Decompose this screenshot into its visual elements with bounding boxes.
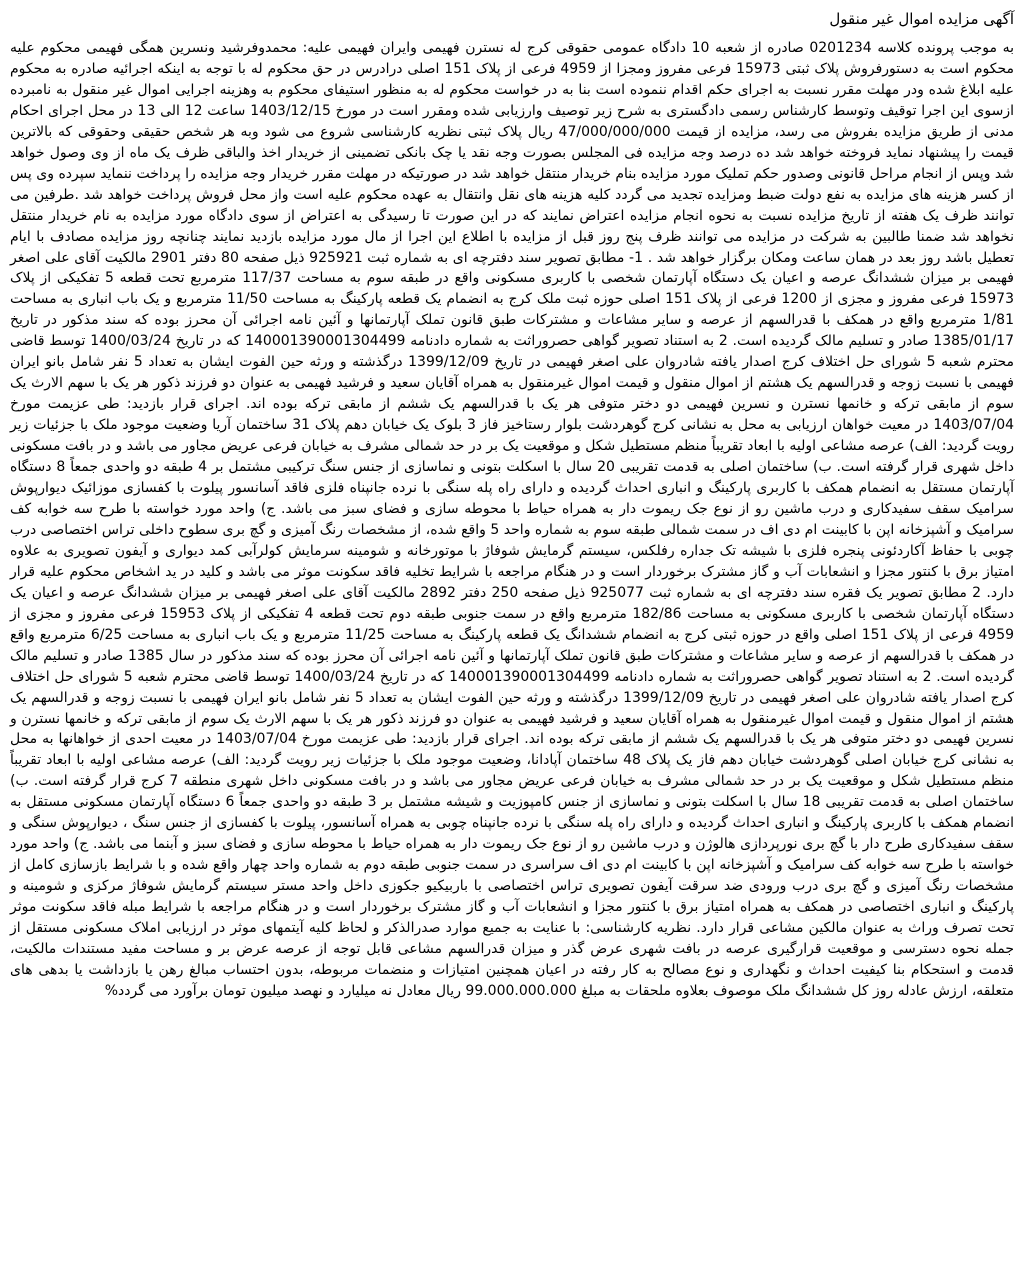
notice-title: آگهی مزایده اموال غیر منقول (829, 10, 1014, 28)
notice-body-text: به موجب پرونده کلاسه 0201234 صادره از شعبه 10 دادگاه عمومی حقوقی کرج له نسترن فهیمی وایران فهیمی علیه: محمدوفرشید ونسرین همگی فهیمی محکوم علیه محکوم است به دستورفروش پلاک ثبتی 15973 فرعی مفروز ومجزا از 4959 فرعی از پلاک 151 اصلی درادرس در حق محکوم له با توجه به اینکه اجرائیه صادره به محکوم علیه ابلاغ شده ودر مهلت مقرر نسبت به اجرای حکم اقدام ننموده است بنا به در خواست محکوم له به منظور استیفای محکوم به وهزینه اجرایی اموال غیر منقول به نامبرده ازسوی این اجرا توقیف وتوسط کارشناس رسمی دادگستری به شرح زیر توصیف وارزیابی شده ومقرر است در مورخ 1403/12/15 ساعت 12 الی 13 در محل اجرای احکام مدنی از طریق مزایده بفروش می رسد، مزایده از قیمت 47/000/000/000 ریال پلاک ثبتی نظریه کارشناسی شروع می شود وبه هر شخص حقیقی وحقوقی که بالاترین قیمت را پیشنهاد نماید فروخته خواهد شد ده درصد وجه مزایده فی المجلس بصورت وجه نقد یا چک بانکی تضمینی از خریدار اخذ والباقی ظرف یک ماه از وی وصول خواهد شد وپس از انجام مراحل قانونی وصدور حکم تملیک مورد مزایده بنام خریدار منتقل خواهد شد در صورتیکه در مهلت مقرر خریدار وجه مزایده را پرداخت ننماید سپرده وی پس از کسر هزینه های مزایده به نفع دولت ضبط ومزایده تجدید می گردد کلیه هزینه های نقل وانتقال به عهده محکوم علیه است واز محل فروش پرداخت خواهد شد .طرفین می توانند ظرف یک هفته از تاریخ مزایده نسبت به نحوه انجام مزایده اعتراض نمایند که در این صورت تا رسیدگی به اعتراض از سوی دادگاه مورد مزایده به نام خریدار منتقل نخواهد شد ضمنا طالبین به شرکت در مزایده می توانند ظرف پنج روز قبل از مزایده با اطلاع این اجرا از مال مورد مزایده بازدید نمایند چنانچه روز مزایده مصادف با ایام تعطیل باشد روز بعد در همان ساعت ومکان برگزار خواهد شد . 1- مطابق تصویر سند دفترچه ای به شماره ثبت 925921 ذیل صفحه 80 دفتر 2901 مالکیت آقای علی اصغر فهیمی بر میزان ششدانگ عرصه و اعیان یک دستگاه آپارتمان شخصی با کاربری مسکونی واقع در طبقه سوم به مساحت 117/37 مترمربع تحت قطعه 5 تفکیکی از پلاک 15973 فرعی مفروز و مجزی از 1200 فرعی از پلاک 151 اصلی حوزه ثبت ملک کرج به انضمام یک قطعه پارکینگ به مساحت 11/50 مترمربع و یک باب انباری به مساحت 1/81 مترمربع واقع در همکف با قدرالسهم از عرصه و سایر مشاعات و مشترکات طبق قانون تملک آپارتمانها و آئین نامه اجرائی آن محرز بوده که سند مذکور در تاریخ 1385/01/17 صادر و تسلیم مالک گردیده است. 2 به استناد تصویر گواهی حصروراثت به شماره دادنامه 140001390001304499 که در تاریخ 1400/03/24 توسط قاضی محترم شعبه 5 شورای حل اختلاف کرج اصدار یافته شادروان علی اصغر فهیمی در تاریخ 1399/12/09 درگذشته و ورثه حین الفوت ایشان به تعداد 5 نفر شامل بانو ایران فهیمی با نسبت زوجه و قدرالسهم یک هشتم از اموال منقول و قیمت اموال غیرمنقول به همراه آقایان سعید و فرشید فهیمی به عنوان دو فرزند ذکور هر یک با سهم الارث یک سوم از مابقی ترکه و خانمها نسترن و نسرین فهیمی دو دختر متوفی هر یک با قدرالسهم یک ششم از مابقی ترکه بوده اند. اجرای قرار بازدید: طی عزیمت مورخ 1403/07/04 در معیت خواهان ارزیابی به محل به نشانی کرج گوهردشت بلوار رستاخیز فاز 3 بلوک یک خیابان دهم پلاک 31 ساختمان آریا وضعیت موجود ملک با جزئیات زیر رویت گردید: الف) عرصه مشاعی اولیه با ابعاد تقریباً منظم مستطیل شکل و موقعیت یک بر در حد شمالی مشرف به خیابان فرعی عریض مجاور می باشد و در بافت مسکونی داخل شهری قرار گرفته است. ب) ساختمان اصلی به قدمت تقریبی 20 سال با اسکلت بتونی و نماسازی از جنس سنگ ترکیبی مشتمل بر 4 طبقه دو واحدی جمعاً 8 دستگاه آپارتمان مستقل به انضمام همکف با کاربری پارکینگ و انباری احداث گردیده و دارای راه پله سنگی با نرده جانپناه فلزی فاقد آسانسور پیلوت با کفسازی موزائیک دیوارپوش سرامیک سقف سفیدکاری و درب ماشین رو از نوع جک ریموت دار به همراه حیاط با محوطه سازی و فضای سبز می باشد. ج) واحد مورد خواسته با طرح سه خوابه کف سرامیک و آشپزخانه اپن با کابینت ام دی اف در سمت شمالی طبقه سوم به شماره واحد 5 واقع شده، از مشخصات رنگ آمیزی و گچ بری سطوح داخلی تراس اختصاصی درب چوبی با حفاظ آکاردئونی پنجره فلزی با شیشه تک جداره رفلکس، سیستم گرمایش شوفاژ با موتورخانه و شومینه سرمایش کولرآبی کمد دیواری و آیفون تصویری به علاوه امتیاز برق با کنتور مجزا و انشعابات آب و گاز مشترک برخوردار است و در هنگام مراجعه با شرایط تخلیه فاقد سکونت موثر می باشد و کلید در ید اشخاص محکوم علیه قرار دارد. 2 مطابق تصویر یک فقره سند دفترچه ای به شماره ثبت 925077 ذیل صفحه 250 دفتر 2892 مالکیت آقای علی اصغر فهیمی بر میزان ششدانگ عرصه و اعیان یک دستگاه آپارتمان شخصی با کاربری مسکونی به مساحت 182/86 مترمربع واقع در سمت جنوبی طبقه دوم تحت قطعه 4 تفکیکی از پلاک 15953 فرعی مفروز و مجزی از 4959 فرعی از پلاک 151 اصلی واقع در حوزه ثبتی کرج به انضمام ششدانگ یک قطعه پارکینگ به مساحت 11/25 مترمربع و یک باب انباری به مساحت 6/25 مترمربع واقع در همکف با قدرالسهم از عرصه و سایر مشاعات و مشترکات طبق قانون تملک آپارتمانها و آئین نامه اجرائی آن محرز بوده که سند مذکور در سال 1385 صادر و تسلیم مالک گردیده است. 2 به استناد تصویر گواهی حصروراثت به شماره دادنامه 140001390001304499 که در تاریخ 1400/03/24 توسط قاضی محترم شعبه 5 شورای حل اختلاف کرج اصدار یافته شادروان علی اصغر فهیمی در تاریخ 1399/12/09 درگذشته و ورثه حین الفوت ایشان به تعداد 5 نفر شامل بانو ایران فهیمی با نسبت زوجه و قدرالسهم یک هشتم از اموال منقول و قیمت اموال غیرمنقول به همراه آقایان سعید و فرشید فهیمی به عنوان دو فرزند ذکور هر یک با سهم الارث یک سوم از مابقی ترکه و خانمها نسترن و نسرین فهیمی دو دختر متوفی هر یک با قدرالسهم یک ششم از مابقی ترکه بوده اند. اجرای قرار بازدید: طی عزیمت مورخ 1403/07/04 در معیت احدی از خواهانها به محل به نشانی کرج خیابان اصلی گوهردشت خیابان دهم فاز یک پلاک 48 ساختمان آپادانا، وضعیت موجود ملک با جزئیات زیر رویت گردید: الف) عرصه مشاعی اولیه با ابعاد تقریباً منظم مستطیل شکل و موقعیت یک بر در حد شمالی مشرف به خیابان فرعی عریض مجاور می باشد و در بافت مسکونی داخل شهری منطقه 7 کرج قرار گرفته است. ب) ساختمان اصلی به قدمت تقریبی 18 سال با اسکلت بتونی و نماسازی از جنس کامپوزیت و شیشه مشتمل بر 3 طبقه دو واحدی جمعاً 6 دستگاه آپارتمان مسکونی مستقل به انضمام همکف با کاربری پارکینگ و انباری احداث گردیده و دارای راه پله سنگی با نرده جانپناه چوبی به همراه آسانسور، پیلوت با کفسازی از جنس سنگ ، دیوارپوش سنگی و سقف سفیدکاری طرح دار با گچ بری نورپردازی هالوژن و درب ماشین رو از نوع جک ریموت دار به همراه حیاط با محوطه سازی و فضای سبز و آبنما می باشد. ج) واحد مورد خواسته با طرح سه خوابه کف سرامیک و آشپزخانه اپن با کابینت ام دی اف سراسری در سمت جنوبی طبقه دوم به شماره واحد چهار واقع شده و با شرایط بازسازی کامل از مشخصات رنگ آمیزی و گچ بری درب ورودی ضد سرقت آیفون تصویری تراس اختصاصی با باربیکیو جکوزی داخل واحد مستر سیستم گرمایش شوفاژ مرکزی و شومینه و پارکینگ و انباری اختصاصی در همکف به همراه امتیاز برق با کنتور مجزا و انشعابات آب و گاز مشترک برخوردار است و در هنگام مراجعه با شرایط مبله فاقد سکونت موثر تحت تصرف وراث به عنوان مالکین مشاعی قرار دارد. نظریه کارشناسی: با عنایت به جمیع موارد صدرالذکر و لحاظ کلیه آیتمهای موثر در ارزیابی املاک مسکونی مستقل از جمله نحوه دسترسی و موقعیت قرارگیری عرصه در بافت شهری عرض گذر و میزان قدرالسهم مشاعی قابل توجه از عرصه عرض بر و مساحت مفید مستندات مالکیت، قدمت و استحکام بنا کیفیت احداث و نگهداری و نوع مصالح به کار رفته در اعیان همچنین امتیازات و منضمات مربوطه، بدون احتساب مبالغ رهن یا بازداشت یا بدهی های متعلقه، ارزش عادله روز کل ششدانگ ملک موصوف بعلاوه ملحقات به مبلغ 99.000.000.000 ریال معادل نه میلیارد و نهصد میلیون تومان برآورد می گردد% (10, 40, 1015, 999)
